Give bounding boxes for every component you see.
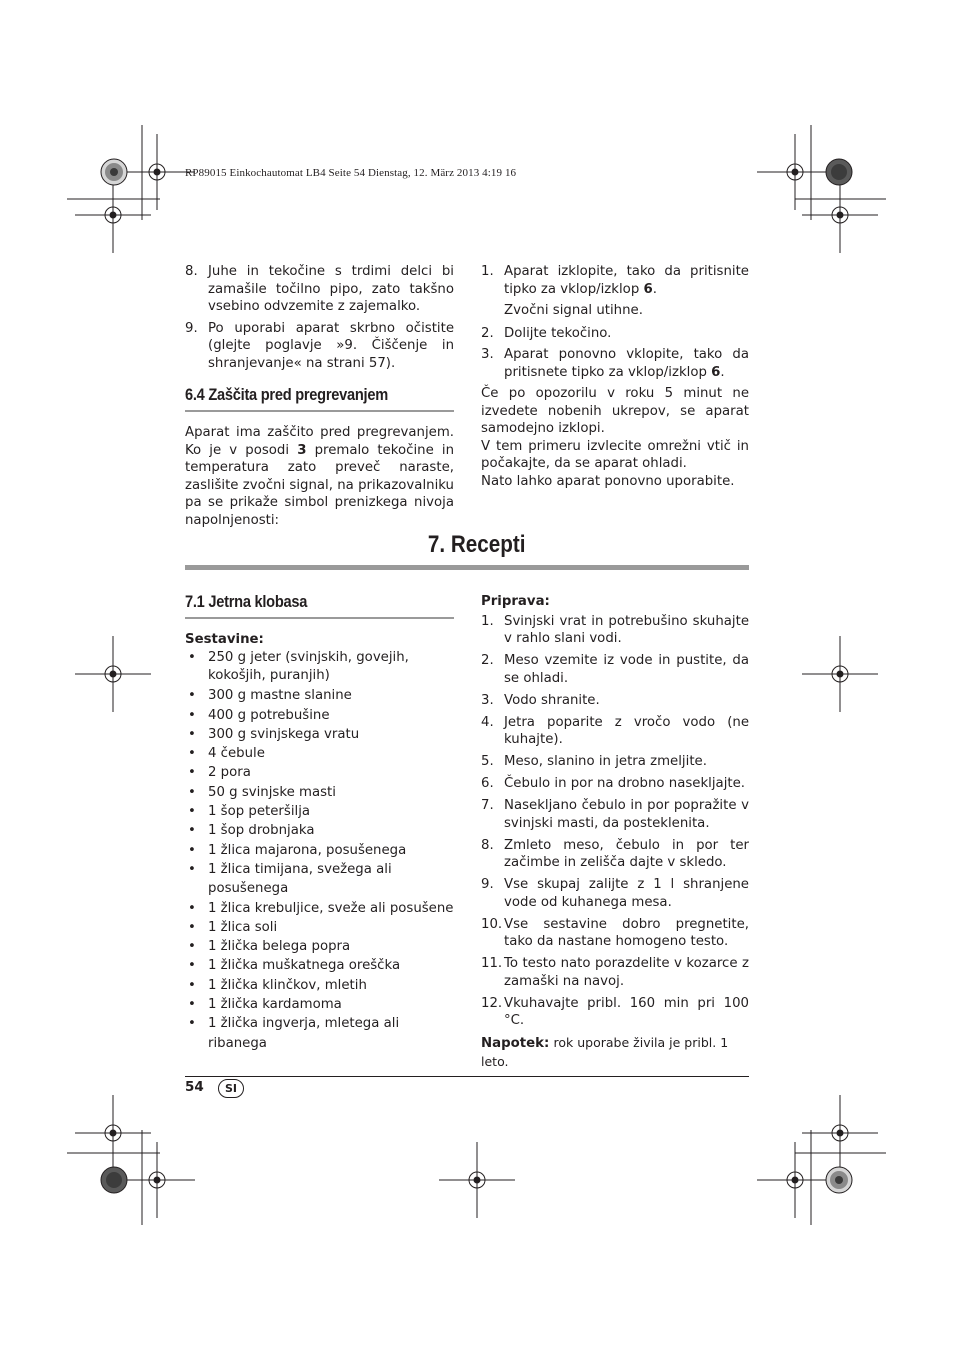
step-text: Vodo shranite. (504, 692, 600, 708)
reference-number: 6 (643, 281, 653, 297)
bullet: • (188, 784, 196, 800)
bullet: • (188, 958, 196, 974)
step-text: Nasekljano čebulo in por popražite v svinjski masti, da posteklenita. (504, 798, 749, 831)
ingredient-text: 4 čebule (208, 746, 265, 762)
step-number: 9. (481, 877, 494, 892)
recipe-title: 7.1 Jetrna klobasa (185, 592, 308, 611)
ingredient-text: 1 šop peteršilja (208, 804, 311, 820)
ingredient-text: 1 žlička muškatnega oreščka (208, 958, 401, 974)
bullet: • (188, 765, 196, 781)
bullet: • (188, 688, 196, 704)
color-wheel-mark (826, 159, 852, 185)
bullet: • (188, 1016, 196, 1032)
list-item: 1. Aparat izklopite, tako da pritisnite tipko za vklop/izklop 6. (481, 264, 749, 297)
bullet: • (188, 939, 196, 955)
step-number: 4. (481, 714, 494, 730)
bullet: • (188, 804, 196, 820)
page-number: 54 (185, 1079, 204, 1095)
step-text: Vse sestavine dobro pregnetite, tako da nastane homogeno testo. (504, 916, 749, 949)
step-text: Meso, slanino in jetra zmeljite. (504, 754, 707, 769)
preparation-label: Priprava: (481, 594, 550, 609)
crosshair-mark (75, 177, 151, 253)
bullet: • (188, 997, 196, 1013)
bullet: • (188, 842, 196, 858)
ingredient-text: 400 g potrebušine (208, 707, 330, 723)
bullet: • (188, 650, 196, 666)
reference-number: 3 (297, 442, 307, 458)
step-number: 12. (481, 995, 503, 1011)
ingredient-text: 1 žlička klinčkov, mletih (208, 977, 367, 993)
ingredient-text: 1 žlica timijana, svežega ali posušenega (208, 861, 392, 897)
ingredient-text: 1 žlica majarona, posušenega (208, 842, 407, 858)
item-text: Dolijte tekočino. (504, 325, 612, 341)
step-number: 10. (481, 916, 503, 932)
bullet: • (188, 900, 196, 916)
item-number: 3. (481, 347, 494, 362)
bullet: • (188, 977, 196, 993)
item-text: Aparat izklopite, tako da pritisnite tipko za vklop/izklop (504, 264, 749, 297)
tip-text: rok uporabe živila je pribl. 1 leto. (481, 1035, 729, 1069)
color-wheel-mark (826, 1167, 852, 1193)
item-text: Po uporabi aparat skrbno očistite (glejte poglavje »9. Čiščenje in shranjevanje« na strani 57). (208, 320, 454, 371)
chapter-title: 7. Recepti (428, 531, 526, 558)
step-number: 2. (481, 653, 494, 668)
tip-label: Napotek: (481, 1036, 550, 1051)
paragraph: Nato lahko aparat ponovno uporabite. (481, 473, 735, 489)
step-text: Svinjski vrat in potrebušino skuhajte v rahlo slani vodi. (504, 613, 749, 646)
ingredient-text: 300 g mastne slanine (208, 688, 352, 704)
step-number: 6. (481, 776, 494, 791)
color-wheel-mark (101, 1167, 127, 1193)
ingredient-text: 250 g jeter (svinjskih, govejih, kokošjih, puranjih) (208, 650, 409, 683)
step-number: 5. (481, 754, 494, 769)
step-number: 7. (481, 798, 494, 813)
color-wheel-mark (101, 159, 127, 185)
ingredients-label: Sestavine: (185, 632, 264, 647)
ingredient-text: 1 žlička kardamoma (208, 997, 342, 1013)
step-text: To testo nato porazdelite v kozarce z zamaški na navoj. (504, 956, 749, 989)
list-item: 3. Aparat ponovno vklopite, tako da pritisnete tipko za vklop/izklop 6. (481, 347, 749, 380)
item-text: Juhe in tekočine s trdimi delci bi zamašile točilno pipo, zato takšno vsebino odvzemite z zajemalko. (208, 264, 454, 314)
crosshair-mark (802, 636, 878, 712)
ingredient-text: 50 g svinjske masti (208, 784, 336, 800)
bullet: • (188, 726, 196, 742)
bullet: • (188, 919, 196, 935)
language-badge: SI (218, 1079, 244, 1098)
step-text: Meso vzemite iz vode in pustite, da se ohladi. (504, 653, 749, 686)
crosshair-mark (802, 1095, 878, 1171)
item-number: 9. (185, 320, 198, 336)
step-text: Vkuhavajte pribl. 160 min pri 100 °C. (504, 995, 749, 1028)
item-subtext: Zvočni signal utihne. (504, 303, 643, 318)
crosshair-mark (439, 1142, 515, 1218)
ingredient-text: 2 pora (208, 765, 251, 781)
step-number: 8. (481, 837, 494, 853)
item-number: 2. (481, 325, 494, 341)
bullet: • (188, 823, 196, 839)
step-number: 3. (481, 692, 494, 708)
item-text: Aparat ponovno vklopite, tako da pritisnete tipko za vklop/izklop (504, 347, 749, 380)
step-text: Čebulo in por na drobno nasekljajte. (504, 776, 746, 791)
crosshair-mark (75, 636, 151, 712)
step-text: Vse skupaj zalijte z 1 l shranjene vode od kuhanega mesa. (504, 877, 749, 910)
step-number: 1. (481, 613, 494, 629)
ingredient-text: 1 žlička ingverja, mletega ali ribanega (208, 1016, 400, 1051)
ingredient-text: 1 žlica krebuljice, sveže ali posušene (208, 900, 454, 916)
ingredient-text: 1 žlička belega popra (208, 939, 351, 955)
crosshair-mark (802, 177, 878, 253)
print-header: RP89015 Einkochautomat LB4 Seite 54 Dienstag, 12. März 2013 4:19 16 (185, 167, 517, 179)
ingredient-text: 1 šop drobnjaka (208, 823, 315, 839)
ingredient-text: 300 g svinjskega vratu (208, 726, 360, 742)
item-number: 8. (185, 264, 198, 279)
paragraph: V tem primeru izvlecite omrežni vtič in počakajte, da se aparat ohladi. (481, 438, 749, 471)
reference-number: 6 (711, 364, 721, 380)
paragraph-text: premalo tekočine in temperatura zato preveč naraste, zaslišite zvočni signal, na prikazovalniku pa se prikaže simbol prenizkega nivoja napolnjenosti: (185, 442, 455, 528)
step-text: Jetra poparite z vročo vodo (ne kuhajte). (504, 714, 749, 747)
crosshair-mark (75, 1095, 151, 1171)
bullet: • (188, 707, 196, 723)
ingredient-text: 1 žlica soli (208, 919, 278, 935)
paragraph-text: Aparat ima zaščito pred pregrevanjem. Ko je v posodi (185, 425, 454, 458)
step-number: 11. (481, 956, 503, 971)
bullet: • (188, 861, 196, 877)
step-text: Zmleto meso, čebulo in por ter začimbe in zelišča dajte v skledo. (504, 837, 749, 870)
section-title-overheat: 6.4 Zaščita pred pregrevanjem (185, 385, 388, 404)
paragraph: Če po opozorilu v roku 5 minut ne izvedete nobenih ukrepov, se aparat samodejno izklopi. (481, 386, 749, 436)
bullet: • (188, 746, 196, 762)
item-number: 1. (481, 264, 494, 279)
